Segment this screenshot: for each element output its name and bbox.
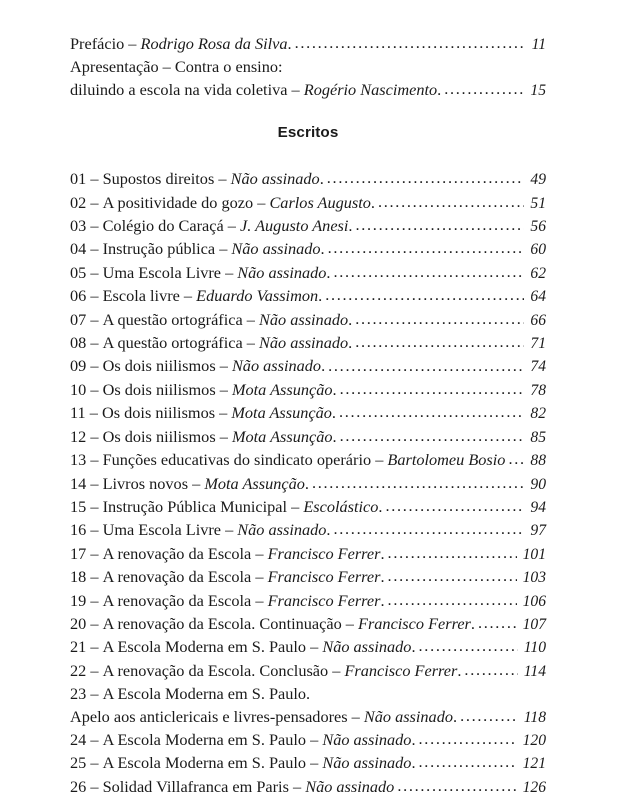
entry-author: Não assinado — [322, 637, 412, 657]
entry-number: 05 – — [70, 262, 103, 282]
dot-leader — [355, 214, 524, 236]
dot-leader — [339, 401, 524, 423]
entry-author: Não assinado — [305, 776, 395, 796]
entry-title: Livros novos – — [102, 473, 205, 493]
page-number[interactable]: 78 — [530, 381, 546, 399]
entry-author: Eduardo Vassimon — [196, 286, 319, 306]
entry-author: Não assinado — [322, 753, 412, 773]
entry-title: Apelo aos anticlericais e livres-pensadores – — [70, 706, 364, 726]
toc-entry[interactable] — [70, 752, 546, 775]
entry-title: Colégio do Caraçá – — [102, 216, 241, 236]
entry-author: Carlos Augusto — [269, 192, 371, 212]
entry-title: A Escola Moderna em S. Paulo – — [102, 753, 323, 773]
entry-title: A Escola Moderna em S. Paulo. — [102, 684, 311, 704]
entry-number: 25 – — [70, 753, 103, 773]
toc-entry[interactable] — [70, 496, 546, 519]
page-number[interactable]: 49 — [530, 171, 546, 189]
dot-leader — [334, 261, 525, 283]
front-matter-list — [70, 33, 546, 102]
section-heading-escritos: Escritos — [277, 124, 339, 142]
entry-number: 02 – — [70, 192, 103, 212]
entry-author: Não assinado — [237, 520, 327, 540]
toc-entry[interactable] — [70, 473, 546, 496]
heading-spacer-bottom — [70, 141, 546, 168]
dot-leader — [388, 589, 517, 611]
entry-title: A renovação da Escola – — [102, 543, 268, 563]
front-matter-entry[interactable] — [70, 33, 546, 56]
dot-leader — [478, 612, 517, 634]
dot-leader — [419, 728, 517, 750]
page-number[interactable]: 120 — [522, 731, 546, 749]
dot-leader — [444, 78, 524, 100]
entry-number: 22 – — [70, 660, 103, 680]
entry-title: A questão ortográfica – — [102, 309, 259, 329]
entry-punctuation: . — [411, 637, 416, 657]
entry-title: A questão ortográfica – — [102, 333, 259, 353]
toc-entry[interactable] — [70, 706, 546, 729]
entry-punctuation: . — [332, 379, 337, 399]
entry-author: Mota Assunção — [231, 403, 332, 423]
entry-title: Uma Escola Livre – — [102, 262, 238, 282]
page-number[interactable]: 101 — [522, 545, 546, 563]
dot-leader — [325, 284, 524, 306]
toc-entry[interactable] — [70, 566, 546, 589]
page-number[interactable]: 103 — [522, 569, 546, 587]
dot-leader — [388, 542, 517, 564]
entry-author: Francisco Ferrer — [344, 660, 458, 680]
toc-entry[interactable] — [70, 683, 546, 705]
entry-punctuation: . — [452, 706, 458, 726]
entry-title: A positividade do gozo – — [102, 192, 270, 212]
page-number[interactable]: 64 — [530, 288, 546, 306]
toc-entry[interactable] — [70, 238, 546, 261]
toc-entry-list — [70, 168, 546, 799]
entry-punctuation: . — [411, 753, 416, 773]
dot-leader — [385, 495, 524, 517]
front-matter-entry[interactable] — [70, 79, 546, 102]
entry-number: 14 – — [70, 473, 103, 493]
dot-leader — [312, 472, 524, 494]
page-number[interactable]: 51 — [530, 194, 546, 212]
dot-leader — [328, 237, 525, 259]
entry-number: 01 – — [70, 169, 103, 189]
entry-title: Apresentação – Contra o ensino: — [70, 57, 283, 77]
dot-leader — [327, 167, 525, 189]
dot-leader — [340, 425, 525, 447]
page-number[interactable]: 107 — [522, 615, 546, 633]
entry-author: Não assinado — [322, 729, 412, 749]
entry-number: 17 – — [70, 543, 103, 563]
entry-title: Instrução pública – — [102, 239, 232, 259]
dot-leader — [464, 659, 517, 681]
toc-entry[interactable] — [70, 285, 546, 308]
entry-author: Não assinado — [259, 333, 349, 353]
entry-author: Não assinado — [231, 239, 321, 259]
entry-author: J. Augusto Anesi — [240, 216, 349, 236]
entry-title: Os dois niilismos – — [102, 379, 232, 399]
entry-title: Escola livre – — [102, 286, 197, 306]
dot-leader — [334, 518, 525, 540]
entry-number: 15 – — [70, 496, 103, 516]
entry-title: A renovação da Escola – — [102, 567, 268, 587]
toc-entry[interactable] — [70, 660, 546, 683]
dot-leader — [295, 32, 526, 54]
toc-entry[interactable] — [70, 449, 546, 472]
page-number[interactable]: 71 — [530, 335, 546, 353]
entry-number: 13 – — [70, 450, 103, 470]
entry-title: A Escola Moderna em S. Paulo – — [102, 637, 323, 657]
entry-author: Rogério Nascimento — [303, 79, 438, 99]
entry-punctuation: . — [437, 79, 442, 99]
entry-punctuation: . — [470, 613, 475, 633]
toc-entry[interactable] — [70, 215, 546, 238]
toc-entry[interactable] — [70, 192, 546, 215]
page-number[interactable]: 94 — [530, 498, 546, 516]
entry-punctuation: . — [319, 169, 324, 189]
entry-number: 11 – — [70, 403, 102, 423]
dot-leader — [460, 705, 518, 727]
entry-punctuation: . — [380, 543, 385, 563]
entry-author: Bartolomeu Bosio — [387, 450, 506, 470]
entry-title: Os dois niilismos – — [102, 356, 232, 376]
page-number[interactable]: 106 — [522, 592, 546, 610]
entry-punctuation: . — [380, 590, 385, 610]
entry-number: 06 – — [70, 286, 103, 306]
dot-leader — [508, 448, 524, 470]
page-number[interactable]: 97 — [530, 522, 546, 540]
entry-author: Não assinado — [231, 356, 322, 376]
entry-number: 10 – — [70, 379, 103, 399]
entry-punctuation: . — [348, 333, 353, 353]
entry-punctuation: . — [318, 286, 323, 306]
toc-entry[interactable] — [70, 519, 546, 542]
page-number[interactable]: 11 — [531, 36, 546, 53]
toc-entry[interactable] — [70, 776, 546, 799]
entry-punctuation: . — [370, 192, 375, 212]
toc-entry[interactable] — [70, 590, 546, 613]
dot-leader — [340, 378, 525, 400]
page-number[interactable]: 121 — [522, 755, 546, 773]
toc-entry[interactable] — [70, 379, 546, 402]
entry-author: Francisco Ferrer — [267, 543, 381, 563]
toc-entry[interactable] — [70, 426, 546, 449]
entry-title: Supostos direitos – — [102, 169, 231, 189]
dot-leader — [378, 191, 524, 213]
entry-punctuation: . — [331, 403, 336, 423]
entry-number: 20 – — [70, 613, 103, 633]
dot-leader — [355, 308, 524, 330]
entry-title: Uma Escola Livre – — [102, 520, 238, 540]
entry-punctuation: . — [378, 496, 383, 516]
entry-punctuation: . — [380, 567, 385, 587]
entry-number: 18 – — [70, 567, 103, 587]
entry-punctuation: . — [348, 216, 353, 236]
toc-entry[interactable] — [70, 262, 546, 285]
page-number[interactable]: 56 — [530, 218, 546, 236]
toc-entry[interactable] — [70, 168, 546, 191]
heading-spacer-top — [70, 102, 546, 124]
entry-author: Mota Assunção — [231, 379, 333, 399]
page-number[interactable]: 85 — [530, 428, 546, 446]
entry-author: Francisco Ferrer — [358, 613, 471, 633]
page-number[interactable]: 15 — [530, 81, 546, 99]
entry-title: A renovação da Escola – — [102, 590, 268, 610]
entry-title: Os dois niilismos – — [101, 403, 232, 423]
entry-punctuation: . — [320, 239, 325, 259]
toc-entry[interactable] — [70, 332, 546, 355]
entry-author: Não assinado — [259, 309, 349, 329]
dot-leader — [388, 565, 517, 587]
dot-leader — [419, 751, 517, 773]
entry-author: Não assinado — [230, 169, 320, 189]
page-number[interactable]: 66 — [530, 311, 546, 329]
entry-title: Solidad Villafranca em Paris – — [102, 776, 306, 796]
entry-title: A Escola Moderna em S. Paulo – — [102, 729, 323, 749]
page-number[interactable]: 62 — [530, 264, 546, 282]
dot-leader — [397, 775, 516, 797]
toc-entry[interactable] — [70, 613, 546, 636]
page-number[interactable]: 110 — [523, 639, 546, 657]
entry-punctuation: . — [326, 520, 331, 540]
entry-punctuation: . — [348, 309, 353, 329]
entry-punctuation: . — [457, 660, 462, 680]
toc-entry[interactable] — [70, 355, 546, 378]
entry-author: Escolástico — [303, 496, 379, 516]
page-number[interactable]: 60 — [530, 241, 546, 259]
page-number[interactable]: 74 — [530, 358, 546, 376]
page-number[interactable]: 126 — [522, 778, 546, 796]
entry-punctuation: . — [321, 356, 326, 376]
entry-title: Prefácio – — [70, 34, 141, 53]
dot-leader — [355, 331, 524, 353]
page-number[interactable]: 90 — [530, 475, 546, 493]
toc-entry[interactable] — [70, 543, 546, 566]
entry-punctuation: . — [332, 426, 337, 446]
entry-title: Funções educativas do sindicato operário – — [102, 450, 388, 470]
entry-number: 24 – — [70, 729, 103, 749]
entry-title: A renovação da Escola. Continuação – — [102, 613, 358, 633]
entry-author: Francisco Ferrer — [267, 567, 381, 587]
entry-punctuation: . — [411, 729, 416, 749]
page-number[interactable]: 88 — [530, 452, 546, 470]
front-matter-entry[interactable] — [70, 56, 546, 78]
entry-number: 21 – — [70, 637, 103, 657]
entry-punctuation: . — [304, 473, 309, 493]
dot-leader — [328, 355, 524, 377]
entry-number: 04 – — [70, 239, 103, 259]
entry-number: 08 – — [70, 333, 103, 353]
entry-number: 23 – — [70, 684, 103, 704]
toc-entry[interactable] — [70, 729, 546, 752]
entry-author: Não assinado — [363, 706, 453, 726]
entry-number: 16 – — [70, 520, 103, 540]
toc-entry[interactable] — [70, 309, 546, 332]
entry-number: 12 – — [70, 426, 103, 446]
entry-author: Mota Assunção — [204, 473, 305, 493]
entry-title: diluindo a escola na vida coletiva – — [70, 79, 304, 99]
entry-author: Mota Assunção — [231, 426, 333, 446]
page-number[interactable]: 114 — [523, 662, 546, 680]
entry-number: 19 – — [70, 590, 103, 610]
dot-leader — [419, 635, 518, 657]
entry-author: Francisco Ferrer — [267, 590, 381, 610]
entry-punctuation: . — [287, 34, 292, 53]
entry-number: 26 – — [70, 776, 103, 796]
entry-author: Rodrigo Rosa da Silva — [140, 34, 288, 53]
page-number[interactable]: 118 — [523, 708, 546, 726]
entry-author: Não assinado — [237, 262, 327, 282]
entry-title: Instrução Pública Municipal – — [102, 496, 304, 516]
toc-entry[interactable] — [70, 402, 546, 425]
entry-title: A renovação da Escola. Conclusão – — [102, 660, 345, 680]
entry-number: 09 – — [70, 356, 103, 376]
entry-title: Os dois niilismos – — [102, 426, 232, 446]
entry-punctuation: . — [326, 262, 331, 282]
entry-number: 03 – — [70, 216, 103, 236]
page-number[interactable]: 82 — [530, 405, 546, 423]
toc-entry[interactable] — [70, 636, 546, 659]
entry-number: 07 – — [70, 309, 103, 329]
